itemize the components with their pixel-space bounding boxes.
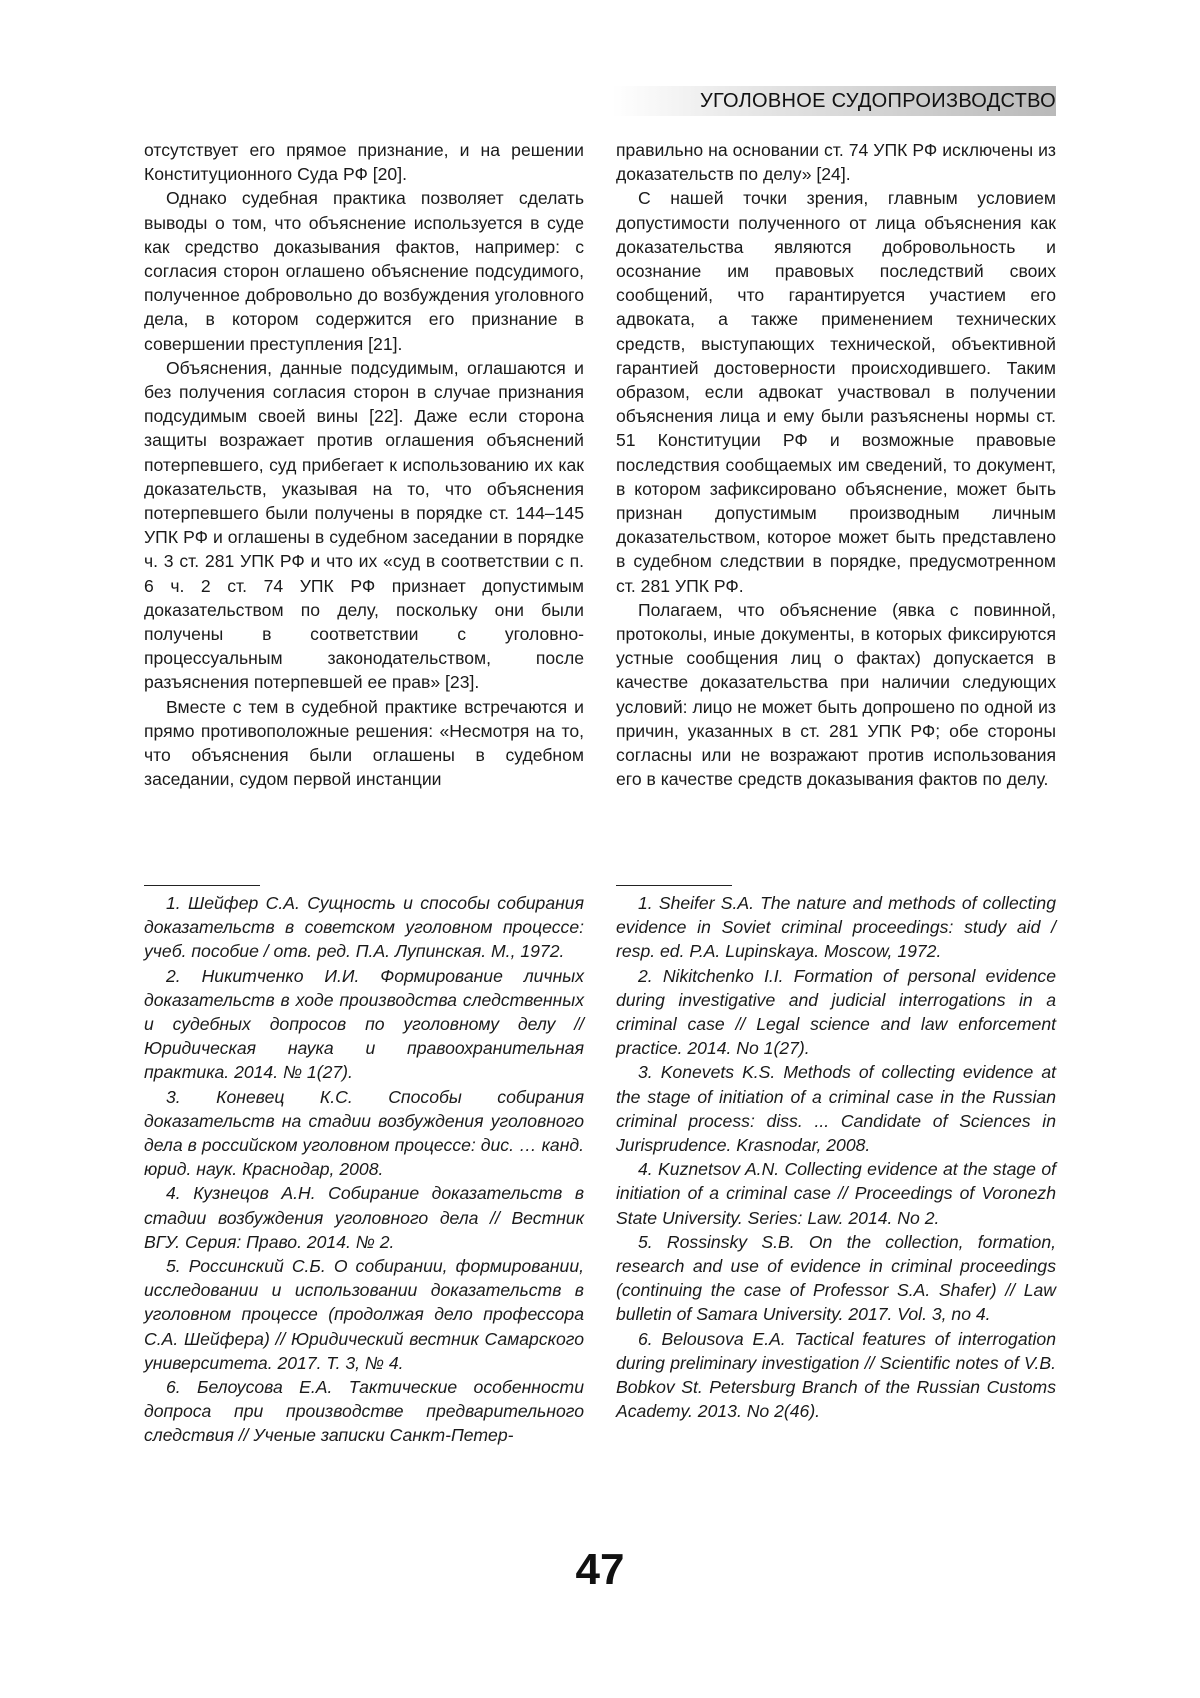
reference-item: 6. Белоусова Е.А. Тактические особенности допроса при производстве предварительного следствия // Ученые записки Санкт-Петер- bbox=[144, 1377, 584, 1446]
section-title: УГОЛОВНОЕ СУДОПРОИЗВОДСТВО bbox=[699, 90, 1056, 112]
body-paragraph: С нашей точки зрения, главным условием допустимости полученного от лица объяснения как доказательства являются добровольность и осознание им правовых последствий своих сообщений, что гарантируется участием его адвоката, а также применением технических средств, выступающих технической, объективной гарантией достоверности происходившего. Таким образом, если адвокат участвовал в получении объяснения лица и ему были разъяснены нормы ст. 51 Конституции РФ и возможные правовые последствия сообщаемых им сведений, то документ, в котором зафиксировано объяснение, может быть признан допустимым производным личным доказательством, которое может быть представлено в судебном следствии в порядке, предусмотренном ст. 281 УПК РФ. bbox=[616, 188, 1056, 596]
reference-item: 2. Nikitchenko I.I. Formation of personal evidence during investigative and judicial interrogations in a criminal case // Legal science and law enforcement practice. 2014. No 1(27). bbox=[616, 965, 1056, 1059]
reference-item: 5. Rossinsky S.B. On the collection, formation, research and use of evidence in criminal proceedings (continuing the case of Professor S.A. Shafer) // Law bulletin of Samara University. 2017. Vol. 3, no 4. bbox=[616, 1231, 1056, 1325]
reference-item: 3. Konevets K.S. Methods of collecting evidence at the stage of initiation of a criminal case in the Russian criminal process: diss. ... Candidate of Sciences in Jurisprudence. Krasnodar, 2008. bbox=[616, 1062, 1056, 1156]
body-column-left bbox=[144, 138, 584, 791]
body-paragraph: Полагаем, что объяснение (явка с повинной, протоколы, иные документы, в которых фиксируются устные сообщения лиц о фактах) допускается в качестве доказательства при наличии следующих условий: лицо не может быть допрошено по одной из причин, указанных в ст. 281 УПК РФ; обе стороны согласны или не возражают против использования его в качестве средств доказывания фактов по делу. bbox=[616, 599, 1056, 790]
body-paragraph: Вместе с тем в судебной практике встречаются и прямо противоположные решения: «Несмотря на то, что объяснения были оглашены в судебном заседании, судом первой инстанции bbox=[144, 696, 584, 790]
reference-item: 2. Никитченко И.И. Формирование личных доказательств в ходе производства следственных и судебных допросов по уголовному делу // Юридическая наука и правоохранительная практика. 2014. № 1(27). bbox=[144, 965, 584, 1083]
reference-item: 4. Кузнецов А.Н. Собирание доказательств в стадии возбуждения уголовного дела // Вестник ВГУ. Серия: Право. 2014. № 2. bbox=[144, 1183, 584, 1252]
reference-item: 4. Kuznetsov A.N. Collecting evidence at the stage of initiation of a criminal case // Proceedings of Voronezh State University. Series: Law. 2014. No 2. bbox=[616, 1159, 1056, 1228]
body-paragraph: Однако судебная практика позволяет сделать выводы о том, что объяснение используется в суде как средство доказывания фактов, например: с согласия сторон оглашено объяснение подсудимого, полученное добровольно до возбуждения уголовного дела, в котором содержится его признание в совершении преступления [21]. bbox=[144, 188, 584, 354]
reference-item: 1. Sheifer S.A. The nature and methods of collecting evidence in Soviet criminal proceedings: study aid / resp. ed. P.A. Lupinskaya. Moscow, 1972. bbox=[616, 893, 1056, 962]
reference-item: 6. Belousova E.A. Tactical features of interrogation during preliminary investigation // Scientific notes of V.B. Bobkov St. Petersburg Branch of the Russian Customs Academy. 2013. No 2(46). bbox=[616, 1328, 1056, 1422]
page-number: 47 bbox=[575, 1545, 625, 1594]
references-russian bbox=[144, 891, 584, 1448]
reference-item: 1. Шейфер С.А. Сущность и способы собирания доказательств в советском уголовном процессе: учеб. пособие / отв. ред. П.А. Лупинская. М., 1972. bbox=[144, 893, 584, 962]
body-paragraph: Объяснения, данные подсудимым, оглашаются и без получения согласия сторон в случае признания подсудимым своей вины [22]. Даже если сторона защиты возражает против оглашения объяснений потерпевшего, суд прибегает к использованию их как доказательств, указывая на то, что объяснения потерпевшего были получены в порядке ст. 144–145 УПК РФ и оглашены в судебном заседании в порядке ч. 3 ст. 281 УПК РФ и что их «суд в соответствии с п. 6 ч. 2 ст. 74 УПК РФ признает допустимым доказательством по делу, поскольку они были получены в соответствии с уголовно-процессуальным законодательством, после разъяснения потерпевшей ее прав» [23]. bbox=[144, 357, 584, 693]
reference-item: 5. Россинский С.Б. О собирании, формировании, исследовании и использовании доказательств в уголовном процессе (продолжая дело профессора С.А. Шейфера) // Юридический вестник Самарского университета. 2017. Т. 3, № 4. bbox=[144, 1256, 584, 1373]
body-paragraph: отсутствует его прямое признание, и на решении Конституционного Суда РФ [20]. bbox=[144, 140, 584, 185]
footnote-divider-right bbox=[616, 885, 732, 886]
references-english bbox=[616, 891, 1056, 1423]
body-paragraph: правильно на основании ст. 74 УПК РФ исключены из доказательств по делу» [24]. bbox=[616, 140, 1056, 185]
reference-item: 3. Коневец К.С. Способы собирания доказательств на стадии возбуждения уголовного дела в российском уголовном процессе: дис. … канд. юрид. наук. Краснодар, 2008. bbox=[144, 1086, 584, 1180]
body-column-right bbox=[616, 138, 1056, 791]
footnote-divider-left bbox=[144, 885, 260, 886]
